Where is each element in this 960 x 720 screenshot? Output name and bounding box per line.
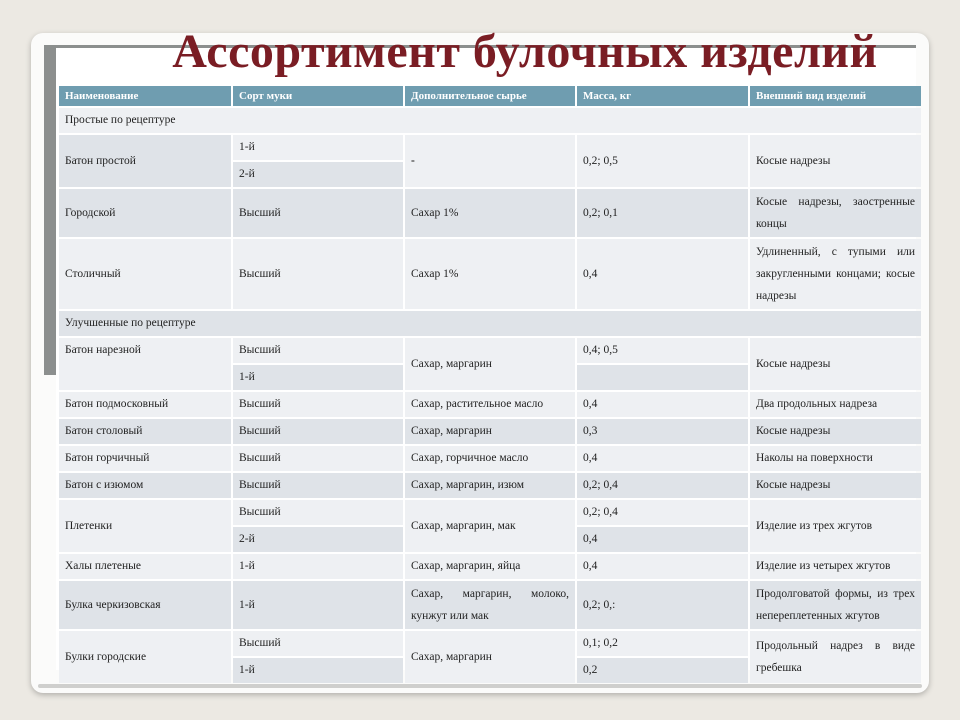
cell-name: Городской	[59, 189, 231, 237]
cell-extra: Сахар, маргарин, яйца	[405, 554, 575, 579]
cell-look: Продолговатой формы, из трех непереплетенных жгутов	[750, 581, 921, 629]
header-look: Внешний вид изделий	[750, 86, 921, 106]
table-row	[59, 392, 921, 417]
cell-mass: 0,2; 0,4	[577, 473, 748, 498]
table-row	[59, 554, 921, 579]
cell-extra: Сахар 1%	[405, 239, 575, 309]
table-row	[59, 189, 921, 237]
cell-name: Батон простой	[59, 135, 231, 187]
table-row	[59, 473, 921, 498]
cell-mass: 0,2; 0,:	[577, 581, 748, 629]
group-simple: Простые по рецептуре	[59, 108, 921, 133]
cell-flour: 1-й	[233, 554, 403, 579]
cell-mass: 0,2	[577, 658, 748, 683]
cell-flour: Высший	[233, 446, 403, 471]
cell-look: Продольный надрез в виде гребешка	[750, 631, 921, 683]
cell-name: Батон горчичный	[59, 446, 231, 471]
cell-look: Наколы на поверхности	[750, 446, 921, 471]
cell-mass: 0,4; 0,5	[577, 338, 748, 363]
cell-flour: Высший	[233, 419, 403, 444]
table-row	[59, 446, 921, 471]
cell-extra: Сахар 1%	[405, 189, 575, 237]
cell-mass: 0,4	[577, 446, 748, 471]
table-row	[59, 135, 921, 160]
cell-look: Косые надрезы	[750, 473, 921, 498]
cell-mass: 0,2; 0,5	[577, 135, 748, 187]
table-row	[59, 239, 921, 309]
cell-name: Булка черкизовская	[59, 581, 231, 629]
cell-flour: 1-й	[233, 658, 403, 683]
cell-extra: Сахар, горчичное масло	[405, 446, 575, 471]
cell-extra: -	[405, 135, 575, 187]
cell-mass: 0,2; 0,1	[577, 189, 748, 237]
cell-flour: Высший	[233, 239, 403, 309]
cell-flour: Высший	[233, 631, 403, 656]
table-row	[59, 581, 921, 629]
cell-mass	[577, 365, 748, 390]
cell-mass: 0,4	[577, 239, 748, 309]
cell-flour: 1-й	[233, 581, 403, 629]
cell-look: Удлиненный, с тупыми или закругленными концами; косые надрезы	[750, 239, 921, 309]
cell-name: Батон столовый	[59, 419, 231, 444]
cell-name: Батон нарезной	[59, 338, 231, 390]
cell-flour: Высший	[233, 473, 403, 498]
cell-look: Косые надрезы	[750, 419, 921, 444]
cell-extra: Сахар, растительное масло	[405, 392, 575, 417]
table-row	[59, 500, 921, 525]
page-title: Ассортимент булочных изделий	[172, 25, 878, 78]
cell-mass: 0,2; 0,4	[577, 500, 748, 525]
cell-extra: Сахар, маргарин, изюм	[405, 473, 575, 498]
cell-flour: 2-й	[233, 162, 403, 187]
cell-mass: 0,1; 0,2	[577, 631, 748, 656]
cell-flour: Высший	[233, 500, 403, 525]
header-name: Наименование	[59, 86, 231, 106]
cell-flour: Высший	[233, 189, 403, 237]
cell-name: Батон подмосковный	[59, 392, 231, 417]
header-extra: Дополнительное сырье	[405, 86, 575, 106]
cell-mass: 0,4	[577, 527, 748, 552]
group-row	[59, 108, 921, 133]
cell-look: Изделие из четырех жгутов	[750, 554, 921, 579]
cell-mass: 0,4	[577, 554, 748, 579]
table-header-row	[59, 86, 921, 106]
cell-mass: 0,3	[577, 419, 748, 444]
cell-flour: 1-й	[233, 135, 403, 160]
group-improved: Улучшенные по рецептуре	[59, 311, 921, 336]
cell-look: Изделие из трех жгутов	[750, 500, 921, 552]
cell-flour: 2-й	[233, 527, 403, 552]
group-row	[59, 311, 921, 336]
table-row	[59, 338, 921, 363]
cell-flour: 1-й	[233, 365, 403, 390]
cell-name: Плетенки	[59, 500, 231, 552]
cell-name: Столичный	[59, 239, 231, 309]
cell-name: Халы плетеные	[59, 554, 231, 579]
cell-extra: Сахар, маргарин, молоко, кунжут или мак	[405, 581, 575, 629]
cell-look: Косые надрезы, заостренные концы	[750, 189, 921, 237]
cell-mass: 0,4	[577, 392, 748, 417]
cell-look: Косые надрезы	[750, 135, 921, 187]
cell-extra: Сахар, маргарин	[405, 338, 575, 390]
table-row	[59, 631, 921, 656]
table-row	[59, 419, 921, 444]
cell-name: Булки городские	[59, 631, 231, 683]
header-mass: Масса, кг	[577, 86, 748, 106]
header-flour: Сорт муки	[233, 86, 403, 106]
cell-flour: Высший	[233, 392, 403, 417]
cell-look: Два продольных надреза	[750, 392, 921, 417]
assortment-table	[57, 84, 923, 685]
cell-look: Косые надрезы	[750, 338, 921, 390]
cell-name: Батон с изюмом	[59, 473, 231, 498]
cell-extra: Сахар, маргарин, мак	[405, 500, 575, 552]
cell-flour: Высший	[233, 338, 403, 363]
cell-extra: Сахар, маргарин	[405, 631, 575, 683]
cell-extra: Сахар, маргарин	[405, 419, 575, 444]
